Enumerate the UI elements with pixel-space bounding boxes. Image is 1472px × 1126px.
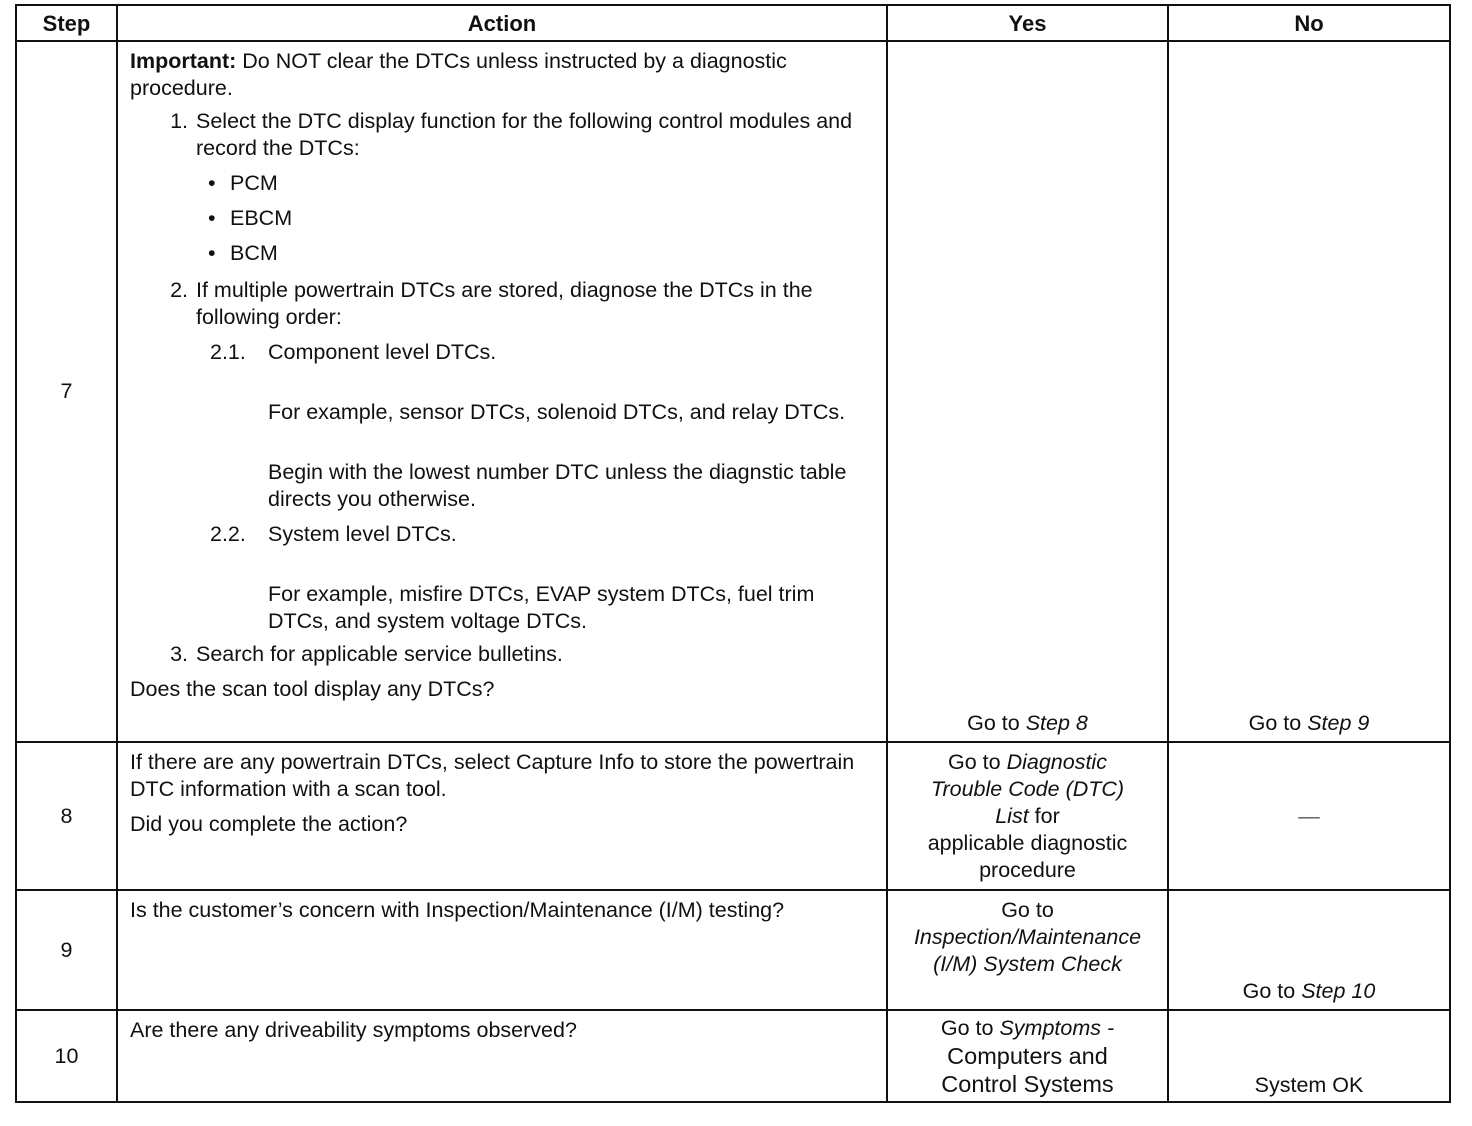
yes-prefix: Go to [948,750,1007,774]
table-row [16,41,1450,742]
no-cell [1168,890,1450,1010]
list-text: Select the DTC display function for the following control modules and record the DTCs: [196,109,853,160]
header-row [16,5,1450,41]
list-number: 2. [170,278,188,302]
table-row [16,1010,1450,1102]
header-action: Action [117,5,887,41]
important-note [130,48,874,102]
bullet-icon: • [208,171,216,195]
header-step: Step [16,5,117,41]
yes-text: Control Systems [941,1071,1114,1097]
list-number: 1. [170,109,188,133]
question-text: Did you complete the action? [130,812,408,836]
action-text: If there are any powertrain DTCs, select Capture Info to store the powertrain DTC information with a scan tool. [130,750,855,801]
header-no: No [1168,5,1450,41]
important-text: Do NOT clear the DTCs unless instructed by a diagnostic procedure. [130,49,787,100]
sub-list-paragraph: Begin with the lowest number DTC unless the diagnstic table directs you otherwise. [268,460,847,511]
bullet-icon: • [208,241,216,265]
bullet-item [208,170,874,197]
yes-suffix: applicable diagnostic [927,831,1128,855]
no-prefix: Go to [1248,711,1308,735]
step-link[interactable]: Step 9 [1307,711,1370,735]
action-text: Are there any driveability symptoms observed? [130,1018,577,1042]
sub-list-paragraph: For example, sensor DTCs, solenoid DTCs, and relay DTCs. [268,400,846,424]
important-label: Important: [130,49,237,73]
no-cell [1168,41,1450,742]
list-item [150,277,874,331]
header-yes: Yes [887,5,1168,41]
yes-cell [887,742,1168,890]
im-system-check-link[interactable]: Inspection/Maintenance [913,925,1142,949]
list-text: If multiple powertrain DTCs are stored, diagnose the DTCs in the following order: [196,278,813,329]
step-link[interactable]: Step 10 [1301,979,1376,1003]
step-number: 8 [16,742,117,890]
step-number: 9 [16,890,117,1010]
bullet-item [208,240,874,267]
sub-list-number: 2.2. [210,522,246,546]
yes-suffix: for [1028,804,1060,828]
bullet-text: BCM [230,241,278,265]
dtc-list-link[interactable]: List [995,804,1029,828]
bullet-text: PCM [230,171,278,195]
question-text: Does the scan tool display any DTCs? [130,677,495,701]
sub-list-paragraph: For example, misfire DTCs, EVAP system DTCs, fuel trim DTCs, and system voltage DTCs. [268,582,815,633]
list-number: 3. [170,642,188,666]
step-link[interactable]: Step 8 [1025,711,1088,735]
action-cell [117,742,887,890]
action-cell [117,41,887,742]
sub-list-text: System level DTCs. [268,522,457,546]
table-row [16,890,1450,1010]
dtc-list-link[interactable]: Trouble Code (DTC) [930,777,1125,801]
action-text: Is the customer’s concern with Inspection/Maintenance (I/M) testing? [130,898,785,922]
no-cell: System OK [1168,1010,1450,1102]
yes-prefix: Go to [940,1016,1000,1040]
action-cell [117,890,887,1010]
sub-list-number: 2.1. [210,340,246,364]
bullet-item [208,205,874,232]
step-number: 10 [16,1010,117,1102]
list-item [150,108,874,162]
bullet-icon: • [208,206,216,230]
no-prefix: Go to [1242,979,1302,1003]
step-number: 7 [16,41,117,742]
sub-list-item [188,339,874,513]
list-item [150,641,874,668]
list-text: Search for applicable service bulletins. [196,642,563,666]
dtc-list-link[interactable]: Diagnostic [1006,750,1107,774]
yes-prefix: Go to [1001,898,1054,922]
diagnostic-table [15,4,1451,1103]
yes-suffix: procedure [979,858,1076,882]
sub-list-text: Component level DTCs. [268,340,497,364]
yes-cell [887,41,1168,742]
yes-text: Computers and [947,1043,1108,1069]
yes-cell [887,1010,1168,1102]
sub-list-item [188,521,874,635]
table-row [16,742,1450,890]
symptoms-link[interactable]: Symptoms - [999,1016,1115,1040]
bullet-text: EBCM [230,206,293,230]
im-system-check-link[interactable]: (I/M) System Check [933,952,1122,976]
yes-prefix: Go to [967,711,1026,735]
action-cell [117,1010,887,1102]
no-cell: — [1168,742,1450,890]
yes-cell [887,890,1168,1010]
